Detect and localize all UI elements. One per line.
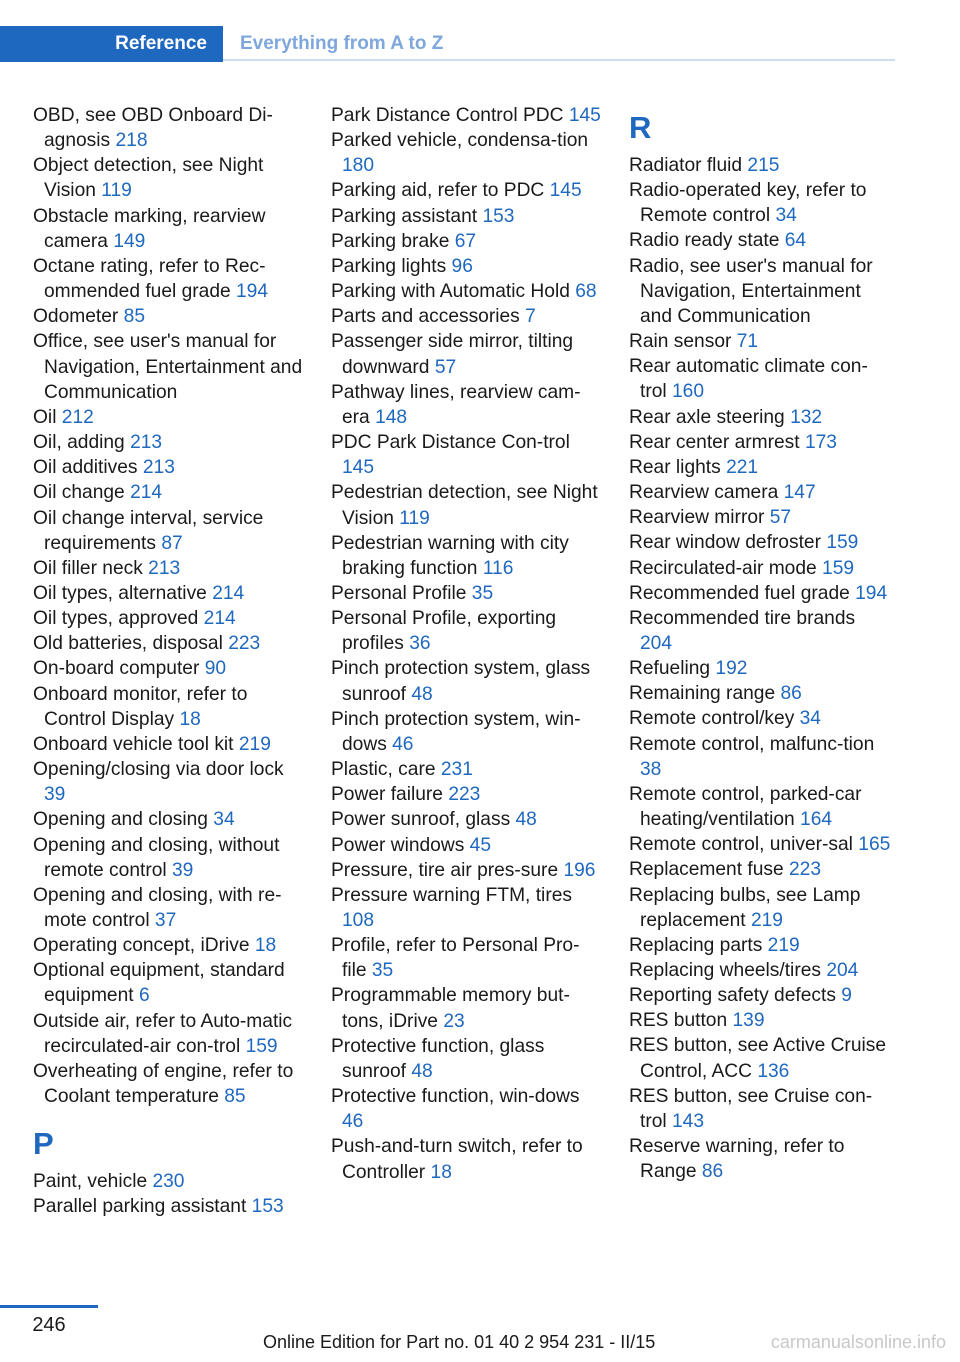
index-entry [629, 254, 891, 329]
entry-text: Onboard vehicle tool kit [33, 733, 234, 755]
page-link[interactable]: 119 [101, 180, 132, 202]
index-entry [33, 933, 305, 958]
entry-text: Push-and-turn switch, refer to Controller [331, 1136, 583, 1183]
index-entry [33, 958, 305, 1008]
entry-text: Parking lights [331, 255, 447, 277]
page-link[interactable]: 35 [471, 582, 494, 604]
entry-text: Protective function, win-dows [331, 1086, 580, 1108]
entry-text: Oil types, approved [33, 608, 199, 630]
page-link[interactable]: 145 [342, 457, 375, 479]
index-entry [629, 430, 891, 455]
entry-text: On-board computer [33, 658, 200, 680]
entry-text: RES button, see Cruise con-trol [629, 1085, 873, 1132]
index-column-3 [629, 103, 891, 1184]
index-entry [33, 1059, 305, 1109]
page-link[interactable]: 231 [440, 759, 473, 781]
page-link[interactable]: 34 [213, 809, 235, 831]
entry-text: Replacement fuse [629, 859, 784, 881]
page-link[interactable]: 18 [254, 935, 277, 957]
page-link[interactable]: 39 [44, 784, 66, 806]
page-link[interactable]: 219 [238, 733, 271, 755]
page-link[interactable]: 173 [804, 431, 837, 453]
page-link[interactable]: 38 [640, 758, 662, 780]
page-link[interactable]: 23 [443, 1010, 465, 1032]
index-entry [629, 480, 891, 505]
entry-text: Remote control/key [629, 708, 795, 730]
page-link[interactable]: 6 [138, 985, 150, 1007]
page-link[interactable]: 159 [245, 1035, 278, 1057]
entry-text: Recirculated-air mode [629, 557, 817, 579]
entry-text: Radiator fluid [629, 155, 743, 176]
entry-text: Obstacle marking, rearview camera [33, 205, 266, 252]
entry-text: Pinch protection system, glass sunroof [331, 658, 591, 705]
index-entry [33, 430, 305, 455]
page-link[interactable]: 223 [448, 784, 481, 806]
page-link[interactable]: 96 [451, 255, 473, 277]
index-entry [33, 204, 305, 254]
entry-text: Remote control, univer-sal [629, 834, 853, 856]
page-link[interactable]: 116 [482, 557, 514, 579]
page-link[interactable]: 204 [826, 960, 859, 981]
entry-text: Rear window defroster [629, 532, 821, 554]
entry-text: Opening/closing via door lock [33, 759, 284, 781]
entry-text: Recommended fuel grade [629, 582, 850, 604]
entry-text: Overheating of engine, refer to Coolant temperature [33, 1060, 294, 1108]
page-link[interactable]: 48 [411, 1060, 433, 1082]
index-entry [629, 178, 891, 228]
index-entry [33, 1194, 305, 1219]
entry-text: Pedestrian detection, see Night Vision [331, 482, 598, 529]
page-link[interactable]: 86 [701, 1161, 724, 1183]
index-entry [629, 1134, 891, 1184]
section-letter-r: R [629, 110, 652, 145]
index-entry [629, 455, 891, 480]
entry-text: Odometer [33, 306, 119, 328]
entry-text: Passenger side mirror, tilting downward [331, 331, 574, 378]
page-link[interactable]: 64 [784, 230, 807, 252]
index-entry [331, 833, 603, 858]
page-link[interactable]: 68 [575, 281, 597, 303]
page-link[interactable]: 57 [434, 356, 457, 378]
entry-text: OBD, see OBD Onboard Di-agnosis [33, 105, 273, 152]
page-link[interactable]: 34 [799, 708, 821, 730]
index-entry [629, 782, 891, 832]
index-entry [629, 556, 891, 581]
page-link[interactable]: 214 [203, 608, 236, 630]
index-entry [629, 1008, 891, 1033]
index-entry [33, 1169, 305, 1194]
index-entry [33, 581, 305, 606]
index-entry [629, 606, 891, 656]
page-link[interactable]: 48 [411, 683, 433, 705]
index-entry [33, 1009, 305, 1059]
index-entry [33, 807, 305, 832]
page-link[interactable]: 159 [826, 532, 859, 554]
index-entry [331, 103, 603, 128]
page-link[interactable]: 194 [855, 582, 888, 604]
entry-text: Pressure, tire air pres-sure [331, 859, 559, 881]
page-link[interactable]: 67 [454, 230, 477, 252]
entry-text: Octane rating, refer to Rec-ommended fuel grade [33, 255, 266, 303]
page-link[interactable]: 165 [858, 834, 891, 856]
index-entry [629, 354, 891, 404]
page-link[interactable]: 145 [568, 105, 601, 126]
page-link[interactable]: 230 [152, 1171, 185, 1193]
index-entry [33, 329, 305, 404]
page-link[interactable]: 143 [672, 1110, 705, 1132]
entry-text: Rear automatic climate con-trol [629, 356, 868, 403]
index-entry [33, 631, 305, 656]
index-entry [331, 782, 603, 807]
entry-text: Radio ready state [629, 230, 780, 252]
entry-text: Parking assistant [331, 205, 478, 227]
index-entry [629, 581, 891, 606]
page-number: 246 [32, 1314, 66, 1336]
page-link[interactable]: 18 [430, 1161, 452, 1183]
section-letter-p: P [33, 1126, 54, 1162]
index-entry [331, 531, 603, 581]
page-link[interactable]: 132 [790, 406, 823, 428]
entry-text: Pedestrian warning with city braking function [331, 532, 569, 579]
index-entry [629, 706, 891, 731]
page-link[interactable]: 90 [204, 658, 227, 680]
entry-text: Remaining range [629, 683, 776, 705]
entry-text: Parking aid, refer to PDC [331, 180, 545, 202]
entry-text: Parts and accessories [331, 306, 520, 328]
page-link[interactable]: 218 [115, 130, 148, 152]
edition-line: Online Edition for Part no. 01 40 2 954 231 - II/15 [263, 1332, 656, 1352]
index-entry [33, 480, 305, 505]
entry-text: Reserve warning, refer to Range [629, 1136, 845, 1183]
index-entry [331, 1034, 603, 1084]
entry-text: Personal Profile [331, 582, 467, 604]
entry-text: Office, see user's manual for Navigation, Entertainment and Communication [33, 331, 303, 403]
page-link[interactable]: 18 [179, 708, 201, 730]
page-link[interactable]: 213 [148, 557, 181, 579]
running-header [0, 26, 895, 62]
entry-text: Oil change interval, service requirements [33, 507, 264, 554]
entry-text: Oil change [33, 482, 125, 504]
page-link[interactable]: 148 [375, 406, 408, 428]
entry-text: Parking brake [331, 230, 450, 252]
page-link[interactable]: 160 [672, 381, 705, 403]
index-entry [33, 606, 305, 631]
entry-text: Power windows [331, 834, 465, 856]
page-link[interactable]: 7 [525, 306, 536, 328]
entry-text: Recommended tire brands [629, 607, 856, 629]
page-link[interactable]: 214 [130, 482, 163, 504]
entry-text: Oil types, alternative [33, 582, 207, 604]
entry-text: Replacing wheels/tires [629, 960, 821, 981]
index-entry [331, 204, 603, 229]
entry-text: Rear lights [629, 456, 721, 478]
page-link[interactable]: 57 [769, 507, 792, 529]
entry-text: Power failure [331, 784, 443, 806]
page-link[interactable]: 87 [161, 532, 183, 554]
page-link[interactable]: 37 [154, 910, 177, 931]
entry-text: Opening and closing, with re-mote control [33, 884, 282, 931]
entry-text: Object detection, see Night Vision [33, 155, 264, 202]
entry-text: Opening and closing [33, 809, 208, 831]
page-link[interactable]: 34 [775, 205, 797, 227]
page-link[interactable]: 223 [228, 633, 261, 655]
page-link[interactable]: 192 [715, 658, 748, 680]
index-entry [331, 707, 603, 757]
entry-text: Paint, vehicle [33, 1171, 148, 1193]
page-link[interactable]: 214 [212, 582, 245, 604]
page-link[interactable]: 196 [563, 859, 596, 881]
page-link[interactable]: 46 [342, 1111, 364, 1133]
entry-text: Rearview camera [629, 482, 779, 504]
page-link[interactable]: 85 [224, 1086, 246, 1108]
index-entry [331, 606, 603, 656]
page-link[interactable]: 221 [726, 456, 759, 478]
entry-text: Radio-operated key, refer to Remote control [629, 180, 867, 227]
page-link[interactable]: 219 [750, 909, 783, 931]
index-entry [331, 229, 603, 254]
index-entry [629, 933, 891, 958]
index-entry [331, 304, 603, 329]
index-entry [33, 732, 305, 757]
page-link[interactable]: 180 [342, 155, 375, 177]
page-link[interactable]: 147 [783, 482, 816, 504]
index-entry [331, 858, 603, 883]
watermark: carmanualsonline.info [770, 1332, 946, 1352]
index-entry [33, 405, 305, 430]
index-entry [331, 883, 603, 933]
page-link[interactable]: 71 [736, 331, 759, 353]
page-link[interactable]: 213 [142, 457, 175, 479]
entry-text: Old batteries, disposal [33, 633, 223, 655]
index-entry [33, 254, 305, 304]
page-link[interactable]: 35 [371, 960, 394, 982]
index-entry [331, 656, 603, 706]
page-link[interactable]: 45 [469, 834, 491, 856]
index-entry [331, 128, 603, 178]
page-link[interactable]: 85 [123, 306, 146, 328]
entry-text: Replacing parts [629, 934, 763, 956]
page-link[interactable]: 153 [482, 205, 515, 227]
index-entry [331, 329, 603, 379]
page-link[interactable]: 153 [251, 1196, 284, 1218]
page-link[interactable]: 223 [789, 859, 822, 881]
index-entry [331, 1084, 603, 1134]
page-link[interactable]: 119 [399, 507, 430, 529]
entry-text: Programmable memory but-tons, iDrive [331, 985, 570, 1032]
index-entry [33, 656, 305, 681]
entry-text: Rear axle steering [629, 406, 785, 428]
entry-text: Rearview mirror [629, 507, 765, 529]
page-link[interactable]: 139 [732, 1010, 765, 1032]
index-entry [331, 581, 603, 606]
entry-text: Pinch protection system, win-dows [331, 708, 581, 755]
index-entry [629, 405, 891, 430]
index-entry [33, 682, 305, 732]
entry-text: Refueling [629, 658, 711, 680]
index-column-1 [33, 103, 305, 1220]
index-entry [331, 279, 603, 304]
page-link[interactable]: 213 [130, 432, 163, 454]
index-entry [331, 807, 603, 832]
index-entry [33, 757, 305, 807]
entry-text: Park Distance Control PDC [331, 105, 564, 126]
index-entry [33, 153, 305, 203]
index-entry [33, 833, 305, 883]
entry-text: Operating concept, iDrive [33, 935, 250, 957]
page-link[interactable]: 204 [640, 632, 673, 654]
index-entry [629, 329, 891, 354]
page-link[interactable]: 194 [236, 281, 269, 303]
entry-text: Pressure warning FTM, tires [331, 884, 572, 906]
entry-text: Oil [33, 406, 57, 428]
page-link[interactable]: 9 [841, 985, 852, 1007]
index-entry [331, 380, 603, 430]
index-entry [331, 480, 603, 530]
index-entry [33, 455, 305, 480]
entry-text: Replacing bulbs, see Lamp replacement [629, 884, 861, 931]
index-entry [33, 304, 305, 329]
index-entry [629, 983, 891, 1008]
subsection-title: Everything from A to Z [240, 33, 444, 54]
index-entry [331, 430, 603, 480]
index-entry [629, 681, 891, 706]
page-link[interactable]: 46 [392, 733, 414, 755]
section-tab: Reference [0, 26, 223, 62]
entry-text: Plastic, care [331, 759, 436, 781]
index-entry [331, 757, 603, 782]
entry-text: Parking with Automatic Hold [331, 281, 570, 303]
entry-text: RES button, see Active Cruise Control, ACC [629, 1035, 887, 1082]
index-entry [33, 103, 305, 153]
entry-text: Outside air, refer to Auto-matic recirculated-air con-trol [33, 1010, 293, 1057]
index-entry [331, 254, 603, 279]
index-entry [629, 958, 891, 983]
entry-text: RES button [629, 1010, 728, 1032]
entry-text: Oil, adding [33, 432, 125, 454]
index-entry [629, 153, 891, 178]
entry-text: PDC Park Distance Con-trol [331, 432, 570, 454]
page-link[interactable]: 159 [822, 557, 855, 579]
index-entry [629, 530, 891, 555]
page-link[interactable]: 219 [767, 934, 800, 956]
entry-text: Reporting safety defects [629, 985, 836, 1007]
index-column-2 [331, 103, 603, 1185]
entry-text: Parallel parking assistant [33, 1196, 247, 1218]
entry-text: Oil filler neck [33, 557, 143, 579]
page-link[interactable]: 36 [409, 633, 431, 655]
page-link[interactable]: 48 [515, 809, 537, 831]
entry-text: Onboard monitor, refer to Control Display [33, 683, 248, 730]
page-link[interactable]: 108 [342, 910, 375, 931]
index-entry [629, 883, 891, 933]
entry-text: Rain sensor [629, 331, 732, 353]
index-entry [629, 228, 891, 253]
index-entry [629, 505, 891, 530]
footer-rule [0, 1305, 98, 1308]
index-entry [331, 1134, 603, 1184]
page-link[interactable]: 164 [800, 809, 833, 831]
index-entry [629, 857, 891, 882]
entry-text: Parked vehicle, condensa-tion [331, 130, 589, 152]
page-link[interactable]: 212 [61, 406, 94, 428]
index-entry [629, 1033, 891, 1083]
page-link[interactable]: 145 [549, 180, 582, 202]
page-link[interactable]: 39 [171, 859, 194, 881]
page-link[interactable]: 86 [780, 683, 802, 705]
page-link[interactable]: 149 [113, 230, 146, 252]
entry-text: Personal Profile, exporting profiles [331, 608, 557, 655]
page-link[interactable]: 136 [757, 1060, 790, 1082]
index-entry [629, 732, 891, 782]
index-entry [331, 933, 603, 983]
index-entry [629, 656, 891, 681]
entry-text: Profile, refer to Personal Pro-file [331, 935, 580, 982]
page-link[interactable]: 215 [747, 155, 780, 176]
index-entry [33, 556, 305, 581]
index-entry [331, 178, 603, 203]
entry-text: Remote control, malfunc-tion [629, 733, 875, 755]
entry-text: Oil additives [33, 457, 138, 479]
index-entry [33, 883, 305, 933]
entry-text: Protective function, glass sunroof [331, 1035, 545, 1082]
index-entry [629, 1084, 891, 1134]
entry-text: Remote control, parked-car heating/ventilation [629, 783, 862, 831]
index-entry [33, 506, 305, 556]
index-entry [629, 832, 891, 857]
header-rule [223, 59, 895, 61]
entry-text: Optional equipment, standard equipment [33, 960, 285, 1007]
entry-text: Radio, see user's manual for Navigation, Entertainment and Communication [629, 255, 873, 327]
entry-text: Opening and closing, without remote control [33, 834, 280, 881]
entry-text: Rear center armrest [629, 431, 800, 453]
index-entry [331, 983, 603, 1033]
entry-text: Pathway lines, rearview cam-era [331, 381, 581, 428]
entry-text: Power sunroof, glass [331, 809, 511, 831]
